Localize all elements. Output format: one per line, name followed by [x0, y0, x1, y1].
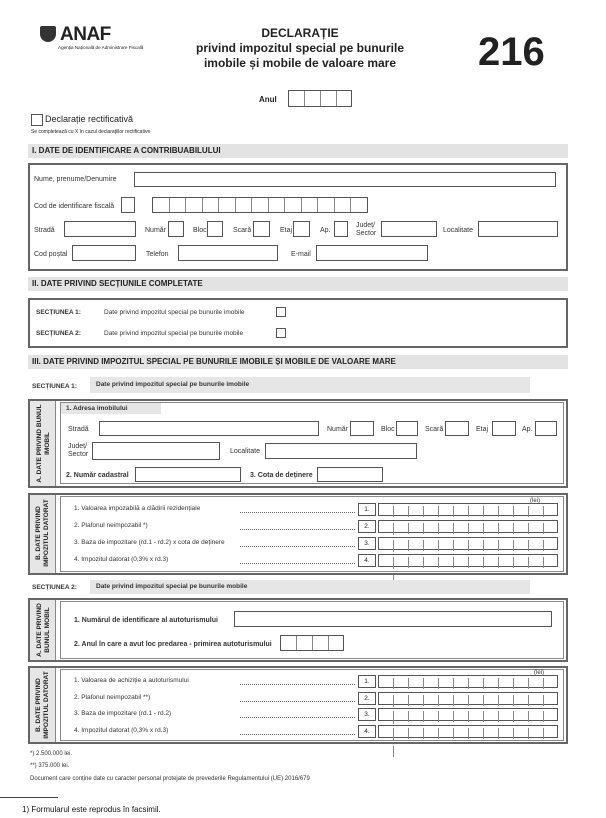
b2-row-number: 1. — [358, 675, 376, 688]
b1-row-label: 3. Baza de impozitare (rd.1 - rd.2) x cota de deținere — [74, 539, 225, 546]
section2-title: II. DATE PRIVIND SECȚIUNILE COMPLETATE — [28, 277, 568, 291]
nr-cadastral-input[interactable] — [135, 467, 241, 482]
nr-identificare-input[interactable] — [234, 611, 552, 627]
ap-input[interactable] — [334, 221, 348, 237]
logo-subtitle: Agenția Națională de Administrare Fiscală — [58, 45, 144, 50]
telefon-input[interactable] — [178, 245, 278, 261]
a1-numar-input[interactable] — [350, 421, 374, 436]
b2-row-leader — [240, 717, 355, 718]
scara-label: Scară — [233, 227, 252, 234]
section2-row2-text: Date privind impozitul special pe bunurile mobile — [104, 330, 244, 337]
an-predare-label: 2. Anul în care a avut loc predarea - primirea autoturismului — [74, 641, 272, 648]
cif-label: Cod de identificare fiscală — [34, 203, 115, 210]
adresa-title: 1. Adresa imobilului — [66, 405, 128, 412]
an-predare-input[interactable] — [280, 635, 344, 651]
section2-row1-text: Date privind impozitul special pe bunurile imobile — [104, 309, 245, 316]
b1-row-leader — [240, 529, 355, 530]
cota-input[interactable] — [317, 467, 383, 482]
nr-cadastral-label: 2. Număr cadastral — [66, 472, 129, 479]
cif-input[interactable] — [152, 197, 368, 213]
b2-row-amount-input[interactable] — [378, 708, 558, 721]
localitate-input[interactable] — [478, 221, 558, 237]
b1-row-amount-input[interactable] — [378, 554, 558, 567]
section2-row1-checkbox[interactable] — [276, 307, 286, 317]
b2-row-leader — [240, 701, 355, 702]
scara-input[interactable] — [253, 221, 270, 237]
etaj-label: Etaj — [280, 227, 293, 234]
section2-row2-label: SECȚIUNEA 2: — [36, 330, 81, 337]
section2-row2-checkbox[interactable] — [276, 328, 286, 338]
a1-numar-label: Număr — [327, 426, 349, 433]
b1-row-number: 2. — [358, 520, 376, 533]
b2-row-leader — [240, 684, 355, 685]
a1-ap-input[interactable] — [535, 421, 557, 436]
telefon-label: Telefon — [146, 251, 169, 258]
b1-row-amount-input[interactable] — [378, 503, 558, 516]
rectificativa-note: Se completează cu X în cazul declarațiilor rectificative — [31, 129, 151, 135]
nr-identificare-label: 1. Numărul de identificare al autoturismului — [74, 617, 218, 624]
b2-row-amount-input[interactable] — [378, 692, 558, 705]
strada-label: Stradă — [34, 227, 55, 234]
cod-postal-label: Cod poștal — [34, 251, 68, 258]
s1-text: Date privind impozitul special pe bunurile imobile — [96, 381, 250, 388]
section2-row1-label: SECȚIUNEA 1: — [36, 309, 81, 316]
b1-row-label: 2. Plafonul neimpozabil *) — [74, 522, 148, 529]
judet-label: Județ/ Sector — [356, 222, 377, 237]
b1-row-number: 1. — [358, 503, 376, 516]
anaf-logo — [40, 24, 150, 54]
title-line2: privind impozitul special pe bunurile — [195, 41, 405, 55]
section1-title: I. DATE DE IDENTIFICARE A CONTRIBUABILULUI — [28, 144, 568, 158]
b1-row-leader — [240, 546, 355, 547]
b2-row-amount-input[interactable] — [378, 725, 558, 738]
b1-row-amount-input[interactable] — [378, 520, 558, 533]
a1-strada-label: Stradă — [68, 426, 89, 433]
a1-judet-input[interactable] — [92, 442, 220, 460]
a1-judet-label: Județ/ Sector — [68, 443, 89, 458]
ap-label: Ap. — [320, 227, 331, 234]
b1-row-number: 3. — [358, 537, 376, 550]
b2-row-label: 4. Impozitul datorat (0,3% x rd.3) — [74, 726, 169, 734]
logo-text: ANAF — [60, 24, 111, 45]
a1-etaj-label: Etaj — [476, 426, 489, 433]
footnote-divider — [0, 797, 58, 798]
a1-bloc-input[interactable] — [396, 421, 418, 436]
etaj-input[interactable] — [293, 221, 310, 237]
a1-scara-label: Scară — [425, 426, 444, 433]
a1-etaj-input[interactable] — [492, 421, 516, 436]
numar-input[interactable] — [168, 221, 184, 237]
b2-row-label: 2. Plafonul neimpozabil **) — [74, 693, 151, 701]
b1-lei-label: (lei) — [530, 498, 540, 504]
email-input[interactable] — [316, 245, 428, 261]
a1-bloc-label: Bloc — [381, 426, 395, 433]
year-label: Anul — [259, 95, 277, 104]
section2-box — [28, 298, 568, 348]
b1-row-amount-input[interactable] — [378, 537, 558, 550]
localitate-label: Localitate — [443, 227, 473, 234]
s2-label: SECȚIUNEA 2: — [32, 584, 77, 591]
footnote-2: **) 375.000 lei. — [30, 763, 70, 769]
a1-scara-input[interactable] — [445, 421, 469, 436]
a1-localitate-input[interactable] — [265, 443, 417, 459]
title-line3: imobile și mobile de valoare mare — [203, 56, 397, 70]
b2-row-number: 2. — [358, 692, 376, 705]
judet-input[interactable] — [381, 221, 437, 237]
rectificativa-checkbox[interactable] — [31, 114, 43, 126]
bloc-input[interactable] — [207, 221, 223, 237]
b2-row-amount-input[interactable] — [378, 675, 558, 688]
numar-label: Număr — [145, 227, 167, 234]
cif-prefix-input[interactable] — [121, 197, 135, 213]
gdpr-note: Document care conține date cu caracter personal protejate de prevederile Regulamentului (UE) 2016/679 — [30, 776, 310, 782]
b1-row-leader — [240, 563, 355, 564]
b2-vertical-text: B. DATE PRIVIND IMPOZITUL DATORAT — [35, 671, 50, 739]
email-label: E-mail — [291, 251, 311, 258]
anaf-emblem-icon — [40, 26, 56, 42]
form-number: 216 — [478, 30, 545, 74]
b2-lei-label: (lei) — [534, 670, 544, 676]
b1-row-label: 4. Impozitul datorat (0,3% x rd.3) — [74, 556, 169, 563]
b2-row-label: 3. Baza de impozitare (rd.1 - rd.2) — [74, 710, 172, 717]
strada-input[interactable] — [64, 221, 136, 237]
cod-postal-input[interactable] — [72, 245, 136, 261]
a1-ap-label: Ap. — [522, 426, 533, 433]
page-footnote: 1) Formularul este reprodus în facsimil. — [22, 805, 161, 814]
name-input[interactable] — [134, 172, 556, 187]
b2-row-number: 4. — [358, 725, 376, 738]
footnote-1: *) 2.500.000 lei. — [30, 751, 73, 757]
b2-row-number: 3. — [358, 708, 376, 721]
a1-localitate-label: Localitate — [230, 448, 260, 455]
bloc-label: Bloc — [193, 227, 207, 234]
s2-text: Date privind impozitul special pe bunurile mobile — [96, 583, 248, 590]
section3-title: III. DATE PRIVIND IMPOZITUL SPECIAL PE BUNURILE IMOBILE ȘI MOBILE DE VALOARE MARE — [28, 355, 568, 369]
b1-row-number: 4. — [358, 554, 376, 567]
a2-vertical-text: A. DATE PRIVIND BUNUL MOBIL — [36, 603, 51, 657]
title-line1: DECLARAȚIE — [261, 26, 339, 40]
a1-vertical-text: A. DATE PRIVIND BUNUL IMOBIL — [36, 404, 51, 483]
rectificativa-label: Declarație rectificativă — [45, 114, 134, 124]
b2-row-label: 1. Valoarea de achiziție a autoturismului — [74, 677, 189, 684]
s1-label: SECȚIUNEA 1: — [32, 383, 77, 390]
year-input[interactable] — [288, 90, 352, 107]
cota-label: 3. Cota de deținere — [250, 472, 313, 479]
b2-row-leader — [240, 734, 355, 735]
b1-vertical-text: B. DATE PRIVIND IMPOZITUL DATORAT — [35, 499, 50, 567]
b1-row-leader — [240, 512, 355, 513]
a1-strada-input[interactable] — [99, 421, 319, 436]
b1-row-label: 1. Valoarea impozabilă a clădirii rezidențiale — [74, 505, 201, 512]
name-label: Nume, prenume/Denumire — [34, 176, 117, 183]
